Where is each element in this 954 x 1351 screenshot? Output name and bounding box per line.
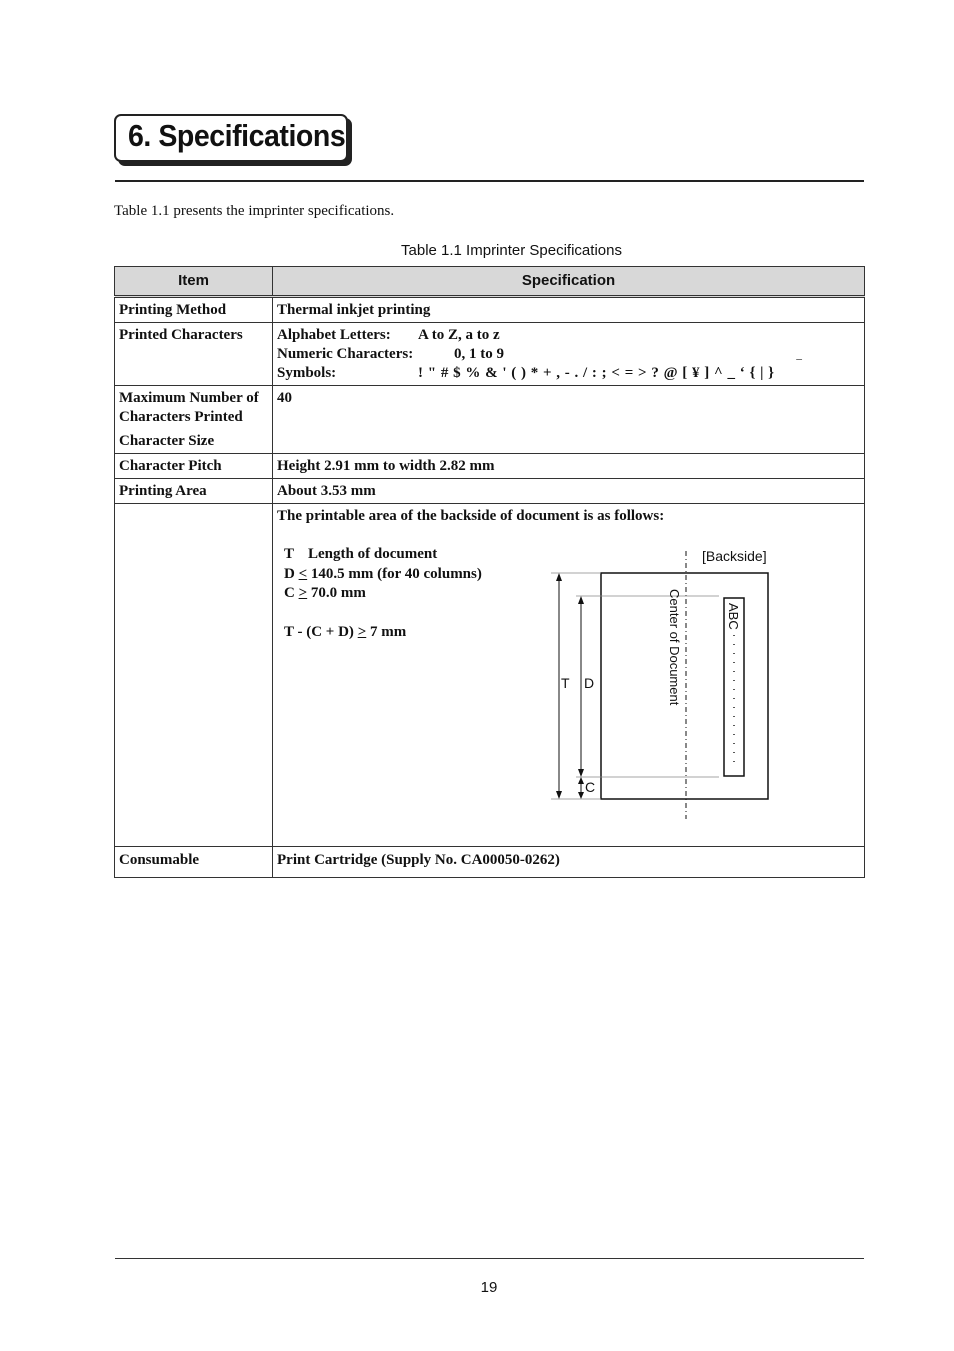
- t-definition-text: Length of document: [308, 546, 438, 562]
- table-row-printing-method: [115, 297, 865, 323]
- symbols-line: [277, 359, 860, 383]
- t-arrow-bottom: [556, 791, 562, 799]
- spacer: [284, 604, 482, 623]
- formula-condition: [284, 623, 482, 643]
- formula-symbol: >: [357, 623, 367, 640]
- item-printing-method: Printing Method: [115, 297, 273, 323]
- d-dimension-label: D: [584, 675, 595, 691]
- value-maximum-characters: 40: [273, 386, 865, 454]
- table-row-maximum-characters: [115, 386, 865, 454]
- table-caption: Table 1.1 Imprinter Specifications: [401, 242, 622, 259]
- alphabet-value: A to Z, a to z: [418, 327, 500, 343]
- item-maximum-characters: [115, 386, 273, 454]
- t-arrow-top: [556, 573, 562, 581]
- c-arrow-bottom: [578, 792, 584, 799]
- symbols-label: Symbols:: [277, 365, 337, 381]
- item-character-size: Character Size: [119, 433, 215, 449]
- section-heading-box: [114, 114, 348, 162]
- item-character-pitch: Character Pitch: [115, 454, 273, 479]
- table-header-row: [115, 267, 865, 297]
- item-consumable: Consumable: [115, 847, 273, 878]
- d-arrow-top: [578, 596, 584, 604]
- sample-print-text: ABC: [726, 603, 741, 630]
- printable-area-block: [277, 507, 860, 844]
- table-row-consumable: [115, 847, 865, 878]
- table-row-printing-area: [115, 479, 865, 504]
- table-row-printable-area: [115, 504, 865, 847]
- d-condition-prefix: D: [284, 565, 299, 582]
- c-condition: [284, 584, 482, 604]
- t-definition-label: T: [284, 546, 295, 562]
- footer-rule: [115, 1258, 864, 1259]
- t-dimension-label: T: [561, 675, 570, 691]
- value-printing-area: About 3.53 mm: [273, 479, 865, 504]
- header-specification: Specification: [273, 267, 865, 297]
- backside-diagram: [551, 543, 781, 819]
- formula-suffix: 7 mm: [366, 623, 407, 640]
- c-dimension-label: C: [585, 779, 596, 795]
- c-condition-symbol: >: [298, 585, 308, 601]
- c-arrow-top: [578, 777, 584, 784]
- document-outline: [601, 573, 768, 799]
- item-printable-area-empty: [115, 504, 273, 847]
- numeric-value: 0, 1 to 9: [454, 346, 504, 362]
- c-condition-prefix: C: [284, 585, 299, 601]
- value-printing-method: Thermal inkjet printing: [273, 297, 865, 323]
- alphabet-line: [277, 326, 860, 345]
- numeric-label: Numeric Characters:: [277, 346, 414, 362]
- intro-text: Table 1.1 presents the imprinter specifications.: [114, 203, 395, 219]
- symbols-value: ! " # $ % & ' ( ) * + , - . / : ; < = > ? @ [ ¥ ] ^ _ ‘ { | }: [418, 365, 775, 381]
- value-consumable: Print Cartridge (Supply No. CA00050-0262): [273, 847, 865, 878]
- specifications-table: [114, 266, 865, 878]
- numeric-line: [277, 345, 860, 364]
- section-title: 6. Specifications: [128, 118, 346, 153]
- d-condition: [284, 565, 482, 585]
- table-row-character-pitch: [115, 454, 865, 479]
- page-number: 19: [480, 1279, 498, 1296]
- backside-label: [Backside]: [702, 548, 767, 564]
- heading-rule: [115, 180, 864, 182]
- value-character-pitch: Height 2.91 mm to width 2.82 mm: [273, 454, 865, 479]
- item-maximum-characters-line2: Characters Printed: [119, 409, 243, 425]
- item-maximum-characters-line1: Maximum Number of: [119, 390, 259, 406]
- d-condition-suffix: 140.5 mm (for 40 columns): [307, 565, 482, 582]
- header-item: Item: [115, 267, 273, 297]
- item-printed-characters: Printed Characters: [115, 323, 273, 386]
- c-condition-suffix: 70.0 mm: [307, 585, 366, 601]
- center-of-document-label: Center of Document: [667, 589, 682, 706]
- t-definition: [284, 545, 482, 565]
- value-printed-characters: [273, 323, 865, 386]
- item-printing-area: Printing Area: [115, 479, 273, 504]
- printable-area-description: The printable area of the backside of document is as follows:: [277, 508, 665, 524]
- value-printable-area: [273, 504, 865, 847]
- alphabet-label: Alphabet Letters:: [277, 327, 391, 343]
- formula-prefix: T - (C + D): [284, 623, 358, 640]
- table-row-printed-characters: [115, 323, 865, 386]
- d-arrow-bottom: [578, 769, 584, 777]
- d-condition-symbol: <: [298, 565, 308, 582]
- printable-area-conditions: [284, 545, 482, 642]
- symbols-extra: ‾: [796, 359, 802, 375]
